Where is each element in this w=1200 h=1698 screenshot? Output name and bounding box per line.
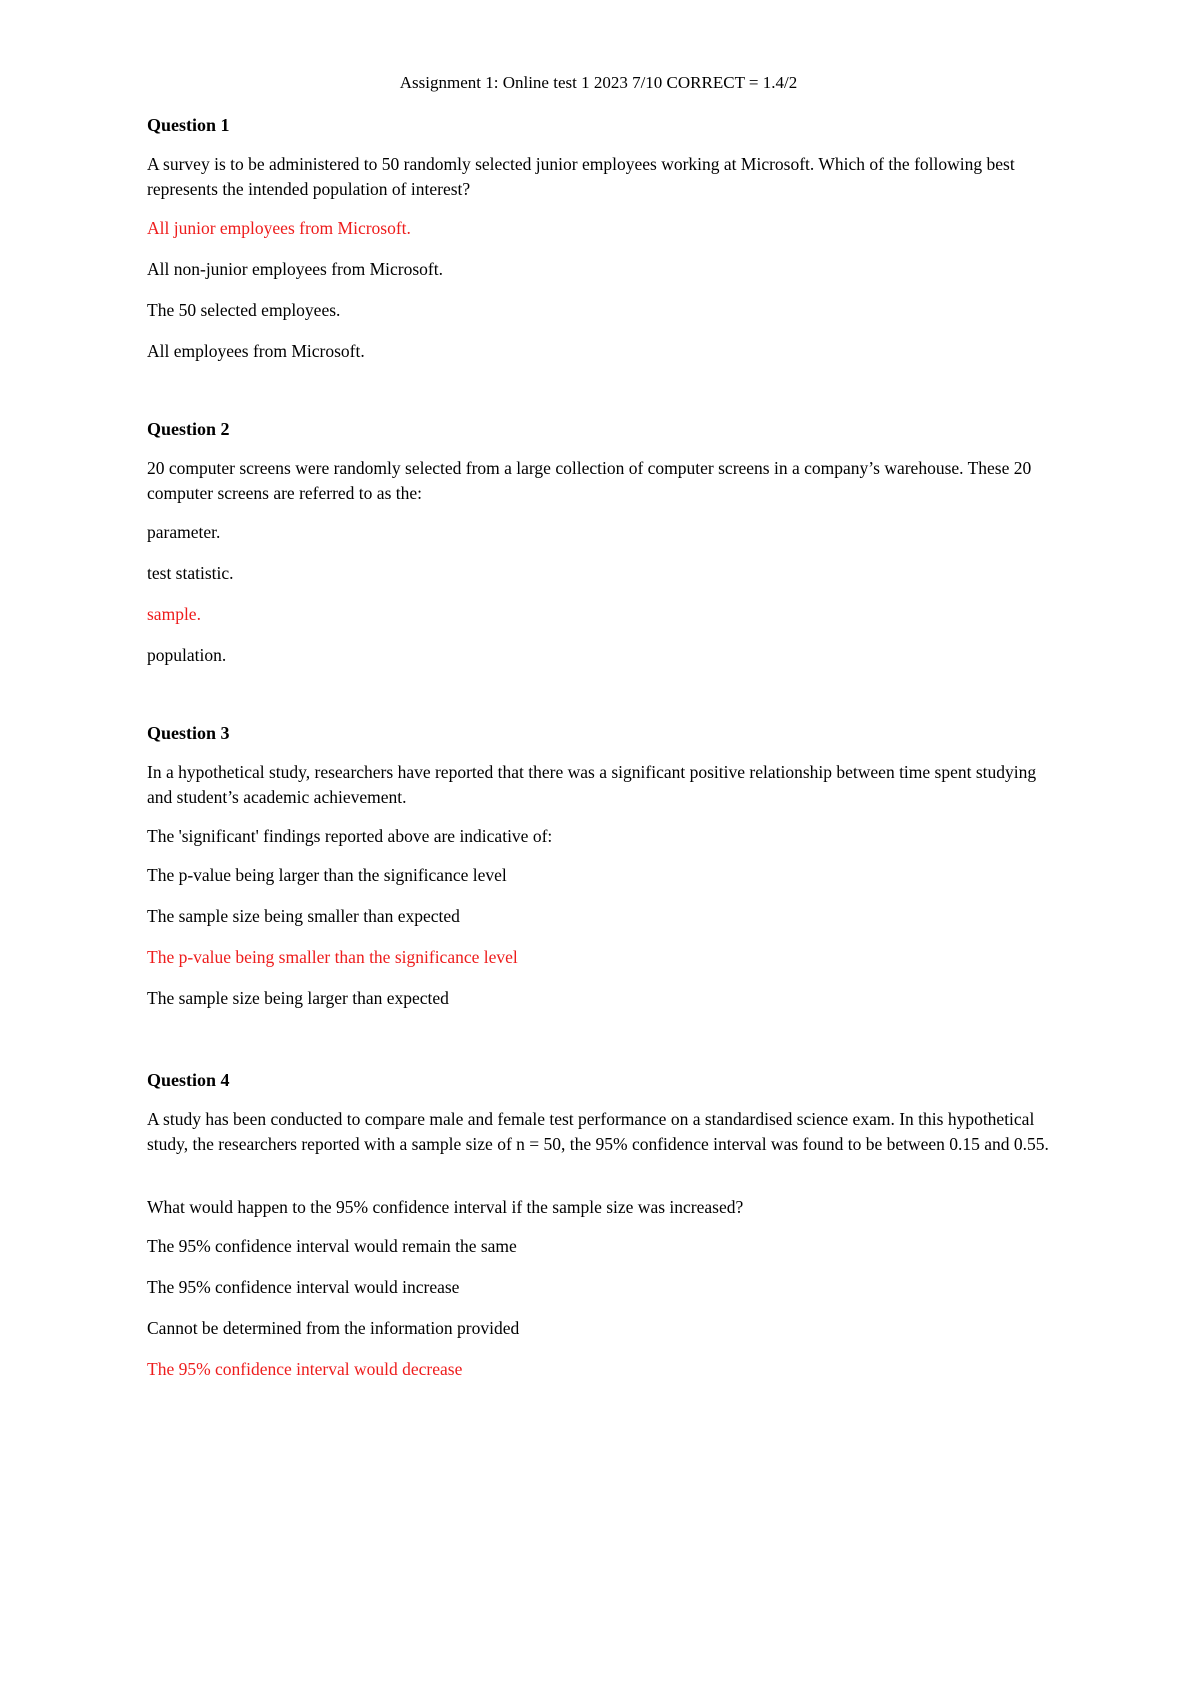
question-1: [147, 112, 1050, 364]
answer-option: The 95% confidence interval would increase: [147, 1277, 460, 1297]
question-text: A study has been conducted to compare male and female test performance on a standardised science exam. In this hypothetical study, the researchers reported with a sample size of n = 50, the 95% confidence interval was found to be between 0.15 and 0.55.: [147, 1109, 1049, 1154]
question-text: 20 computer screens were randomly selected from a large collection of computer screens in a company’s warehouse. These 20 computer screens are referred to as the:: [147, 458, 1032, 503]
page-header: Assignment 1: Online test 1 2023 7/10 CORRECT = 1.4/2: [399, 73, 798, 92]
question-text: In a hypothetical study, researchers have reported that there was a significant positive relationship between time spent studying and student’s academic achievement.: [147, 762, 1037, 807]
question-title: Question 3: [147, 723, 230, 743]
question-prompt: The 'significant' findings reported above are indicative of:: [147, 826, 553, 846]
question-title: Question 4: [147, 1070, 230, 1090]
answer-option: Cannot be determined from the information provided: [147, 1318, 520, 1338]
answer-option: test statistic.: [147, 563, 234, 583]
answer-option: sample.: [147, 604, 201, 624]
answer-option: The sample size being larger than expected: [147, 988, 449, 1008]
question-2: [147, 416, 1050, 668]
question-4: [147, 1067, 1050, 1382]
question-3: [147, 720, 1050, 1011]
answer-option: The p-value being smaller than the significance level: [147, 947, 518, 967]
answer-option: parameter.: [147, 522, 221, 542]
answer-option: All junior employees from Microsoft.: [147, 218, 411, 238]
answer-option: The 95% confidence interval would decrease: [147, 1359, 463, 1379]
answer-option: population.: [147, 645, 227, 665]
answer-option: The p-value being larger than the significance level: [147, 865, 507, 885]
question-title: Question 2: [147, 419, 230, 439]
answer-option: All employees from Microsoft.: [147, 341, 365, 361]
question-prompt: What would happen to the 95% confidence interval if the sample size was increased?: [147, 1197, 744, 1217]
answer-option: The sample size being smaller than expected: [147, 906, 460, 926]
answer-option: All non-junior employees from Microsoft.: [147, 259, 443, 279]
question-text: A survey is to be administered to 50 randomly selected junior employees working at Microsoft. Which of the following best represents the intended population of interest?: [147, 154, 1015, 199]
answer-option: The 50 selected employees.: [147, 300, 341, 320]
question-title: Question 1: [147, 115, 230, 135]
answer-option: The 95% confidence interval would remain the same: [147, 1236, 517, 1256]
